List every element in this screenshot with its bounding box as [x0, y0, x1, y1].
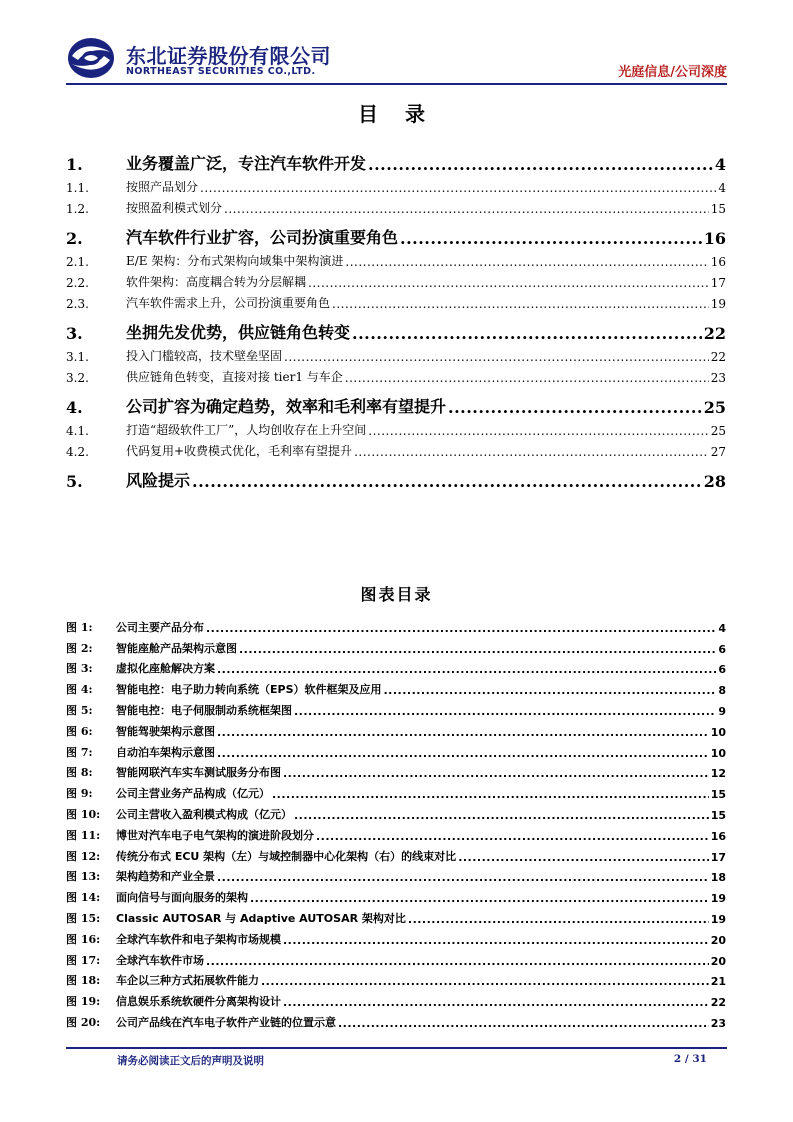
- dot-leader: [217, 747, 709, 760]
- dot-leader: [217, 871, 709, 884]
- header-divider: [66, 83, 727, 85]
- entry-number: 图 19:: [66, 995, 101, 1009]
- dot-leader: [217, 663, 716, 676]
- entry-title: 虚拟化座舱解决方案: [116, 662, 215, 676]
- dot-leader: [192, 472, 702, 491]
- entry-title: E/E 架构：分布式架构向域集中架构演进: [126, 254, 344, 268]
- figure-entry[interactable]: [66, 656, 726, 677]
- entry-page: 4: [718, 621, 726, 635]
- entry-page: 19: [710, 297, 726, 311]
- entry-page: 22: [710, 350, 726, 364]
- entry-number: 4.2.: [66, 445, 89, 459]
- entry-number: 2.: [66, 229, 83, 248]
- toc-section[interactable]: [66, 461, 726, 491]
- dot-leader: [345, 255, 708, 269]
- entry-number: 图 1:: [66, 620, 93, 634]
- toc-subsection[interactable]: [66, 290, 726, 311]
- entry-number: 图 15:: [66, 911, 101, 925]
- dot-leader: [354, 445, 709, 459]
- entry-number: 3.: [66, 324, 83, 343]
- entry-page: 6: [718, 642, 726, 656]
- dot-leader: [352, 324, 702, 343]
- figure-entry[interactable]: [66, 635, 726, 656]
- entry-page: 4: [714, 155, 726, 174]
- entry-number: 图 4:: [66, 683, 93, 697]
- toc-subsection[interactable]: [66, 174, 726, 195]
- entry-page: 23: [710, 1016, 726, 1030]
- entry-number: 图 18:: [66, 974, 101, 988]
- entry-page: 6: [718, 663, 726, 677]
- toc-title: 目 录: [358, 102, 435, 126]
- entry-page: 17: [710, 276, 726, 290]
- entry-title: 智能电控：电子伺服制动系统框架图: [116, 703, 292, 717]
- entry-title: 按照产品划分: [126, 180, 199, 194]
- entry-page: 20: [710, 933, 726, 947]
- figure-entry[interactable]: [66, 884, 726, 905]
- entry-number: 图 3:: [66, 662, 93, 676]
- entry-page: 15: [710, 202, 726, 216]
- entry-title: 智能驾驶架构示意图: [116, 724, 215, 738]
- entry-page: 10: [710, 746, 726, 760]
- dot-leader: [272, 788, 709, 801]
- dot-leader: [283, 767, 709, 780]
- figure-entry[interactable]: [66, 947, 726, 968]
- entry-number: 图 7:: [66, 745, 93, 759]
- entry-title: 全球汽车软件和电子架构市场规模: [116, 932, 281, 946]
- toc-subsection[interactable]: [66, 195, 726, 216]
- entry-number: 图 9:: [66, 787, 93, 801]
- entry-page: 8: [718, 684, 726, 698]
- toc-section[interactable]: [66, 218, 726, 248]
- entry-title: 全球汽车软件市场: [116, 953, 204, 967]
- entry-page: 18: [710, 871, 726, 885]
- entry-number: 1.1.: [66, 181, 89, 195]
- dot-leader: [206, 955, 709, 968]
- figure-entry[interactable]: [66, 1009, 726, 1030]
- entry-title: 业务覆盖广泛，专注汽车软件开发: [126, 154, 367, 173]
- entry-number: 2.1.: [66, 255, 89, 269]
- entry-number: 2.3.: [66, 297, 89, 311]
- page-indicator: 2 / 31: [673, 1053, 707, 1065]
- entry-page: 16: [710, 829, 726, 843]
- entry-page: 15: [710, 788, 726, 802]
- entry-number: 4.1.: [66, 424, 89, 438]
- entry-title: 按照盈利模式划分: [126, 201, 223, 215]
- entry-title: 风险提示: [126, 471, 191, 490]
- entry-page: 4: [718, 181, 726, 195]
- entry-number: 3.2.: [66, 371, 89, 385]
- entry-title: 博世对汽车电子电气架构的演进阶段划分: [116, 828, 314, 842]
- entry-title: 汽车软件需求上升，公司扮演重要角色: [126, 296, 331, 310]
- dot-leader: [384, 684, 717, 697]
- entry-title: 传统分布式 ECU 架构（左）与域控制器中心化架构（右）的线束对比: [116, 849, 457, 863]
- entry-number: 2.2.: [66, 276, 89, 290]
- figure-entry[interactable]: [66, 676, 726, 697]
- figure-entry[interactable]: [66, 968, 726, 989]
- entry-title: 汽车软件行业扩容，公司扮演重要角色: [126, 228, 399, 247]
- figure-entry[interactable]: [66, 760, 726, 781]
- dot-leader: [368, 155, 713, 174]
- entry-number: 4.: [66, 398, 83, 417]
- figure-entry[interactable]: [66, 739, 726, 760]
- entry-page: 25: [703, 398, 726, 417]
- dot-leader: [294, 809, 709, 822]
- entry-title: 打造“超级软件工厂”，人均创收存在上升空间: [126, 423, 367, 437]
- entry-title: 智能网联汽车实车测试服务分布图: [116, 766, 281, 780]
- footer-divider: [66, 1047, 727, 1049]
- dot-leader: [308, 276, 709, 290]
- entry-page: 10: [710, 725, 726, 739]
- table-of-contents: [66, 142, 726, 491]
- entry-page: 17: [710, 850, 726, 864]
- toc-subsection[interactable]: [66, 248, 726, 269]
- entry-page: 23: [710, 371, 726, 385]
- report-tag: 光庭信息/公司深度: [618, 65, 727, 80]
- entry-title: 公司主营业务产品构成（亿元）: [116, 787, 270, 801]
- toc-subsection[interactable]: [66, 343, 726, 364]
- figure-entry[interactable]: [66, 864, 726, 885]
- entry-title: 公司主营收入盈利模式构成（亿元）: [116, 807, 292, 821]
- entry-page: 9: [718, 704, 726, 718]
- toc-section[interactable]: [66, 387, 726, 417]
- entry-page: 21: [710, 975, 726, 989]
- entry-number: 图 12:: [66, 849, 101, 863]
- figure-entry[interactable]: [66, 780, 726, 801]
- toc-section[interactable]: [66, 144, 726, 174]
- toc-subsection[interactable]: [66, 269, 726, 290]
- entry-title: 公司产品线在汽车电子软件产业链的位置示意: [116, 1015, 336, 1029]
- figure-entry[interactable]: [66, 988, 726, 1009]
- entry-title: 投入门槛较高，技术壁垒坚固: [126, 349, 283, 363]
- dot-leader: [448, 398, 702, 417]
- entry-number: 图 6:: [66, 724, 93, 738]
- entry-title: 坐拥先发优势，供应链角色转变: [126, 323, 351, 342]
- entry-title: 信息娱乐系统软硬件分离架构设计: [116, 995, 281, 1009]
- entry-title: 面向信号与面向服务的架构: [116, 891, 248, 905]
- entry-number: 1.2.: [66, 202, 89, 216]
- entry-title: 公司主要产品分布: [116, 620, 204, 634]
- entry-page: 28: [703, 472, 726, 491]
- entry-page: 16: [710, 255, 726, 269]
- dot-leader: [400, 229, 702, 248]
- entry-number: 1.: [66, 155, 83, 174]
- dot-leader: [458, 851, 709, 864]
- dot-leader: [250, 892, 709, 905]
- entry-number: 图 2:: [66, 641, 93, 655]
- entry-page: 27: [710, 445, 726, 459]
- dot-leader: [345, 371, 709, 385]
- dot-leader: [283, 996, 709, 1009]
- entry-number: 图 5:: [66, 703, 93, 717]
- toc-section[interactable]: [66, 313, 726, 343]
- company-logo: [66, 36, 116, 80]
- entry-page: 19: [710, 912, 726, 926]
- entry-title: Classic AUTOSAR 与 Adaptive AUTOSAR 架构对比: [116, 911, 406, 925]
- entry-title: 智能电控：电子助力转向系统（EPS）软件框架及应用: [116, 683, 382, 697]
- entry-number: 图 17:: [66, 953, 101, 967]
- entry-title: 供应链角色转变，直接对接 tier1 与车企: [126, 370, 343, 384]
- dot-leader: [408, 913, 709, 926]
- dot-leader: [217, 726, 709, 739]
- figure-entry[interactable]: [66, 801, 726, 822]
- entry-number: 图 14:: [66, 891, 101, 905]
- entry-number: 图 20:: [66, 1015, 101, 1029]
- figure-entry[interactable]: [66, 614, 726, 635]
- entry-title: 智能座舱产品架构示意图: [116, 641, 237, 655]
- dot-leader: [316, 830, 709, 843]
- entry-title: 自动泊车架构示意图: [116, 745, 215, 759]
- entry-page: 12: [710, 767, 726, 781]
- figure-entry[interactable]: [66, 697, 726, 718]
- entry-page: 16: [703, 229, 726, 248]
- toc-subsection[interactable]: [66, 417, 726, 438]
- entry-title: 架构趋势和产业全景: [116, 870, 215, 884]
- entry-number: 图 13:: [66, 870, 101, 884]
- entry-number: 图 11:: [66, 828, 101, 842]
- entry-number: 图 16:: [66, 932, 101, 946]
- entry-title: 代码复用+收费模式优化，毛利率有望提升: [126, 444, 353, 458]
- dot-leader: [368, 424, 708, 438]
- figure-entry[interactable]: [66, 822, 726, 843]
- dot-leader: [332, 297, 709, 311]
- dot-leader: [239, 643, 716, 656]
- figure-list-title: 图表目录: [360, 585, 433, 604]
- toc-subsection[interactable]: [66, 438, 726, 459]
- entry-page: 22: [710, 996, 726, 1010]
- toc-subsection[interactable]: [66, 364, 726, 385]
- entry-title: 车企以三种方式拓展软件能力: [116, 974, 259, 988]
- figure-entry[interactable]: [66, 905, 726, 926]
- entry-page: 19: [710, 892, 726, 906]
- figure-entry[interactable]: [66, 843, 726, 864]
- entry-page: 22: [703, 324, 726, 343]
- dot-leader: [224, 202, 709, 216]
- dot-leader: [338, 1017, 709, 1030]
- entry-number: 图 8:: [66, 766, 93, 780]
- dot-leader: [200, 181, 716, 195]
- entry-page: 25: [710, 424, 726, 438]
- figure-list: [66, 614, 726, 1030]
- entry-title: 软件架构：高度耦合转为分层解耦: [126, 275, 307, 289]
- figure-entry[interactable]: [66, 926, 726, 947]
- dot-leader: [283, 934, 709, 947]
- entry-title: 公司扩容为确定趋势，效率和毛利率有望提升: [126, 397, 447, 416]
- entry-number: 5.: [66, 472, 83, 491]
- entry-number: 3.1.: [66, 350, 89, 364]
- company-name-en: NORTHEAST SECURITIES CO.,LTD.: [126, 66, 316, 77]
- dot-leader: [294, 705, 716, 718]
- dot-leader: [261, 975, 709, 988]
- entry-page: 15: [710, 808, 726, 822]
- dot-leader: [284, 350, 709, 364]
- dot-leader: [206, 622, 716, 635]
- entry-page: 20: [710, 954, 726, 968]
- company-name-cn: 东北证券股份有限公司: [126, 44, 331, 68]
- entry-number: 图 10:: [66, 807, 101, 821]
- footer-disclaimer: 请务必阅读正文后的声明及说明: [117, 1055, 264, 1067]
- figure-entry[interactable]: [66, 718, 726, 739]
